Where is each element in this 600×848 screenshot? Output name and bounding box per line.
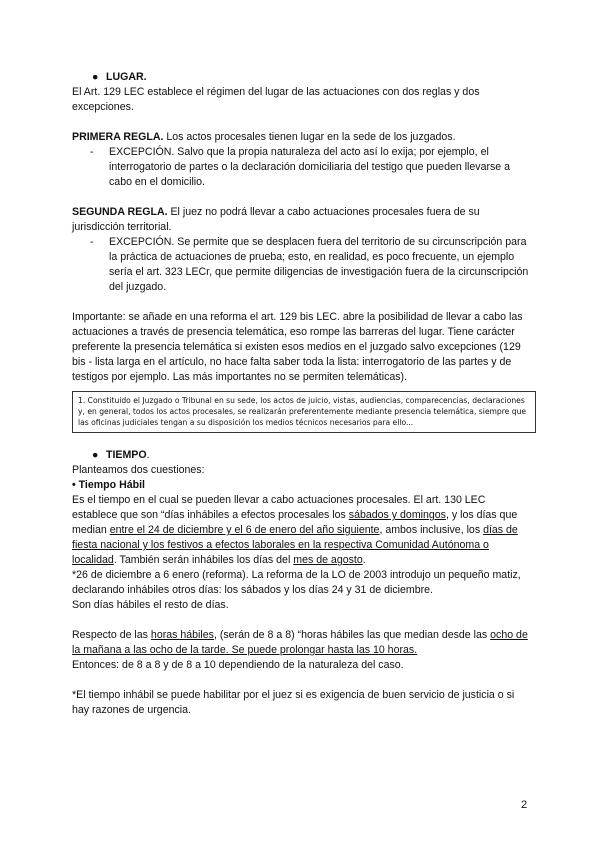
- segunda-regla-text: El juez no podrá llevar a cabo actuaciones procesales fuera de su jurisdicción territorial.: [72, 206, 480, 233]
- text-run: , y los días que median: [72, 509, 518, 536]
- text-run: .: [362, 554, 366, 566]
- paragraph-importante: Importante: se añade en una reforma el art. 129 bis LEC. abre la posibilidad de llevar a cabo las actuaciones a través de presencia telemática, eso rompe las barreras del lugar. Tiene carácter preferente la presencia telemática si existen esos medios en el juzgado salvo excepciones (129 bis - lista larga en el artículo, no hace falta saber toda la lista: interrogatorio de las partes y de testigos por ejemplo. Las más importantes no se permiten telemáticas).: [72, 311, 523, 383]
- heading-text: TIEMPO: [106, 449, 147, 461]
- excepcion-2-text: EXCEPCIÓN. Se permite que se desplacen fuera del territorio de su circunscripción para la práctica de actuaciones de prueba; esto, en realidad, es poco frecuente, un ejemplo sería el art. 323 LECr, que permite diligencias de investigación fuera de la circunscripción del juzgado.: [109, 236, 529, 293]
- paragraph-entonces: Entonces: de 8 a 8 y de 8 a 10 dependiendo de la naturaleza del caso.: [72, 659, 404, 671]
- text-run: . También serán inhábiles los días del: [113, 554, 294, 566]
- primera-regla-text: Los actos procesales tienen lugar en la sede de los juzgados.: [163, 131, 456, 143]
- subheading-tiempo-habil: [72, 478, 532, 493]
- underlined-text: entre el 24 de diciembre y el 6 de enero del año siguiente: [109, 524, 380, 536]
- paragraph-segunda-regla: [72, 205, 532, 235]
- text-run: , ambos inclusive, los: [379, 524, 484, 536]
- bullet-icon: ●: [92, 71, 99, 83]
- paragraph-dias-inhabiles: [72, 493, 532, 568]
- paragraph-tiempo-inhabil: *El tiempo inhábil se puede habilitar por el juez si es exigencia de buen servicio de justicia o si hay razones de urgencia.: [72, 689, 515, 716]
- dash-marker: -: [90, 146, 94, 158]
- text-run: , (serán de 8 a 8) “horas hábiles las que median desde las: [213, 629, 491, 641]
- page-content: [72, 70, 532, 718]
- subheading-text: • Tiempo Hábil: [72, 479, 145, 491]
- text-run: Respecto de las: [72, 629, 151, 641]
- text-run: Es el tiempo en el cual se pueden llevar a cabo actuaciones procesales. El art. 130 LEC establece que son “días inhábiles a efectos procesales los: [72, 494, 486, 521]
- segunda-regla-label: SEGUNDA REGLA.: [72, 206, 168, 218]
- underlined-text: horas hábiles: [150, 629, 214, 641]
- underlined-text: ocho de la mañana a las ocho de la tarde. Se puede prolongar hasta las 10 horas.: [72, 629, 528, 656]
- dash-marker: -: [90, 236, 94, 248]
- footnote-box: 1. Constituido el Juzgado o Tribunal en su sede, los actos de juicio, vistas, audiencias, comparecencias, declaraciones y, en general, todos los actos procesales, se realizarán preferentemente mediante presencia telemática, siempre que las oficinas judiciales tengan a su disposición los medios técnicos necesarios para ello...: [72, 391, 536, 433]
- paragraph-dias-habiles: Son días hábiles el resto de días.: [72, 599, 229, 611]
- paragraph-lugar-intro: El Art. 129 LEC establece el régimen del lugar de las actuaciones con dos reglas y dos excepciones.: [72, 86, 480, 113]
- section-heading-tiempo: [72, 448, 532, 463]
- list-item-excepcion-1: [72, 145, 532, 190]
- paragraph-plantear: Planteamos dos cuestiones:: [72, 464, 205, 476]
- paragraph-primera-regla: [72, 130, 532, 145]
- excepcion-1-text: EXCEPCIÓN. Salvo que la propia naturaleza del acto así lo exija; por ejemplo, el interrogatorio de partes o la declaración domiciliaria del testigo que pueden llevarse a cabo en el domicilio.: [109, 146, 511, 188]
- underlined-text: sábados y domingos: [348, 509, 446, 521]
- heading-tail: .: [146, 449, 150, 461]
- section-heading-lugar: [72, 70, 532, 85]
- heading-text: LUGAR.: [106, 71, 147, 83]
- page-number: 2: [521, 799, 528, 811]
- paragraph-horas-habiles: [72, 628, 532, 658]
- list-item-excepcion-2: [72, 235, 532, 295]
- primera-regla-label: PRIMERA REGLA.: [72, 131, 164, 143]
- paragraph-reforma: *26 de diciembre a 6 enero (reforma). La reforma de la LO de 2003 introdujo un pequeño matiz, declarando inhábiles otros días: los sábados y los días 24 y 31 de diciembre.: [72, 569, 521, 596]
- underlined-text: mes de agosto: [293, 554, 363, 566]
- underlined-text: días de fiesta nacional y los festivos a efectos laborales en la respectiva Comunidad Autónoma o localidad: [72, 524, 518, 566]
- bullet-icon: ●: [92, 449, 99, 461]
